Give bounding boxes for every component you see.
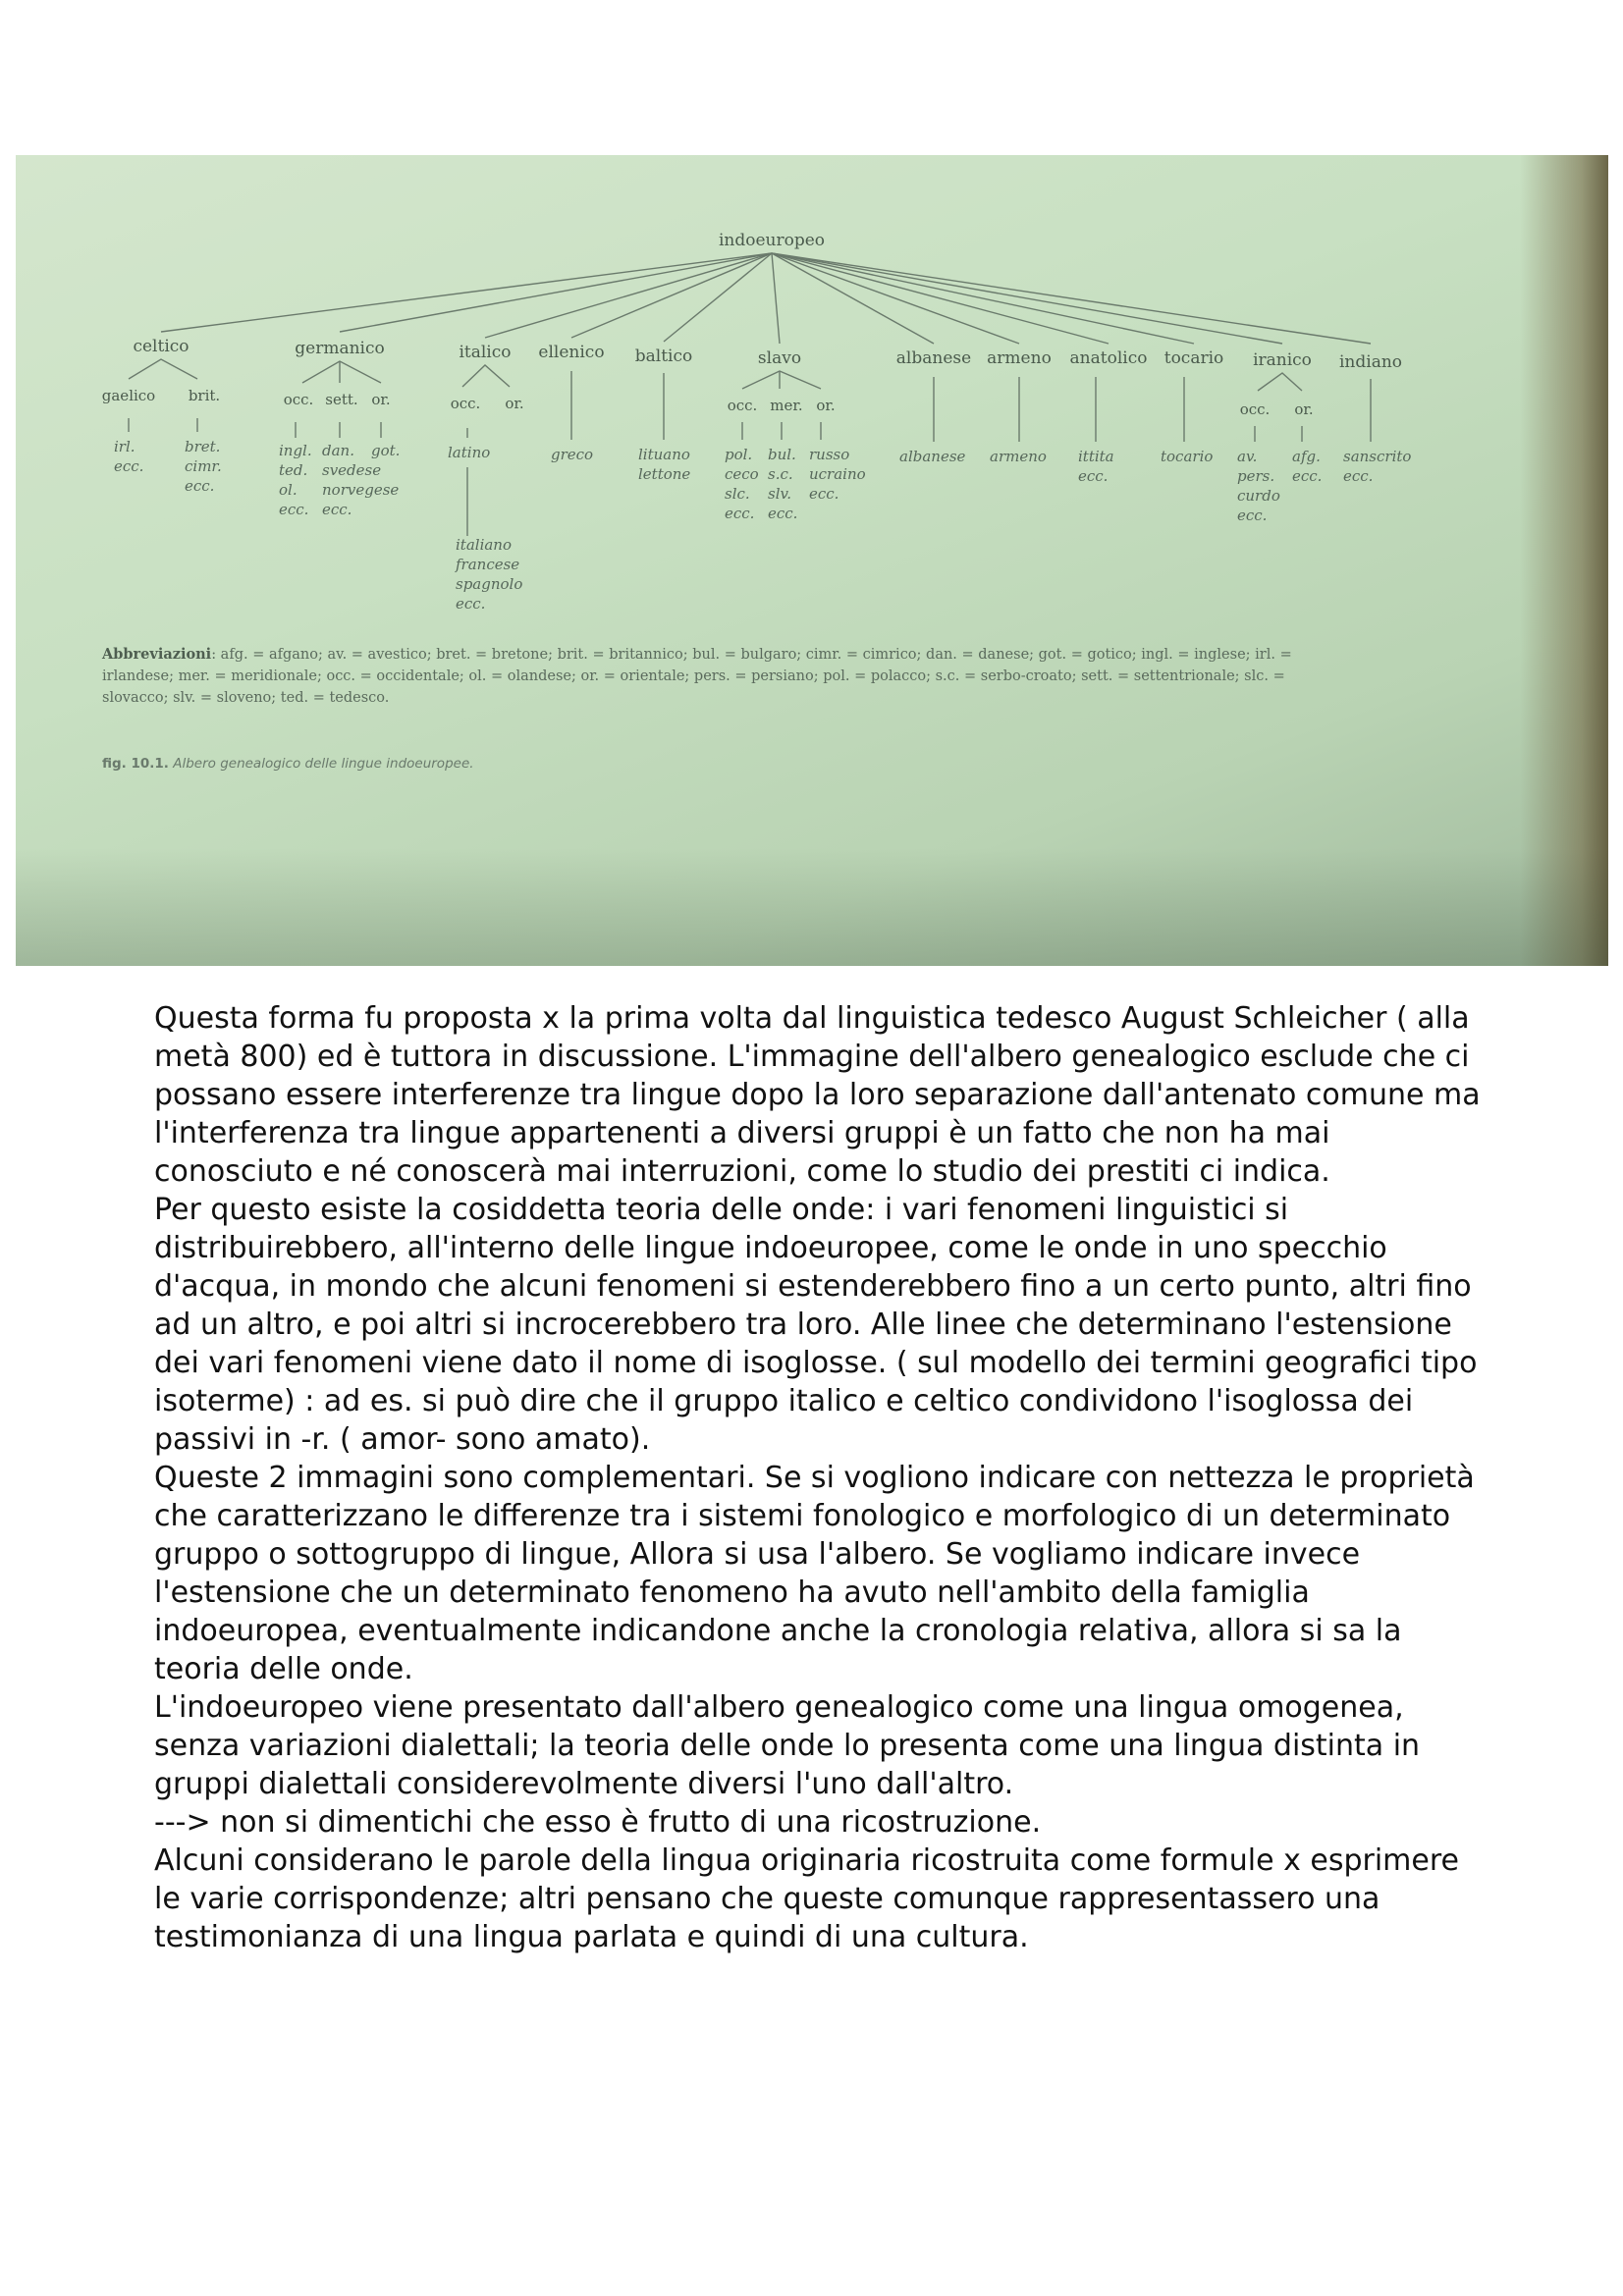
sub-slavo-or: or. (816, 397, 836, 414)
sub-iranico-or: or. (1294, 400, 1314, 418)
lang-ol: ol. (279, 481, 298, 499)
lang-got: got. (371, 442, 401, 459)
lang-ted: ted. (279, 461, 308, 479)
lang-lituano: lituano (638, 446, 690, 463)
abbreviations-label: Abbreviazioni (102, 646, 212, 663)
sub-italico-or: or. (505, 395, 524, 412)
lang-iranico-or-ecc: ecc. (1292, 467, 1323, 485)
branch-indiano: indiano (1338, 352, 1403, 372)
lang-svedese: svedese (322, 461, 382, 479)
body-text (154, 999, 1489, 1956)
root-branch-lines (161, 253, 1371, 344)
branch-ellenico: ellenico (538, 343, 605, 362)
lang-ingl: ingl. (279, 442, 312, 459)
lang-brit-ecc: ecc. (185, 477, 215, 495)
figure-caption (102, 756, 474, 772)
branch-anatolico: anatolico (1069, 348, 1148, 368)
lang-bret: bret. (185, 438, 221, 455)
sub-germanico-or: or. (371, 391, 391, 408)
lang-albanese: albanese (899, 448, 966, 465)
branch-iranico: iranico (1253, 350, 1312, 370)
sub-slavo-occ: occ. (727, 397, 758, 414)
lang-bul: bul. (768, 446, 796, 463)
branch-albanese: albanese (895, 348, 972, 368)
sub-iranico-occ: occ. (1239, 400, 1271, 418)
lang-slavo-occ-ecc: ecc. (725, 505, 755, 522)
branch-slavo: slavo (757, 348, 802, 368)
lang-pol: pol. (725, 446, 753, 463)
figure-photo (16, 155, 1608, 966)
lang-irl-ecc: ecc. (114, 457, 144, 475)
lang-sanscrito: sanscrito (1343, 448, 1412, 465)
photo-shadow-bottom (16, 848, 1608, 966)
photo-shadow-right (1520, 155, 1608, 966)
lang-germ-occ-ecc: ecc. (279, 501, 309, 518)
paragraph: Per questo esiste la cosiddetta teoria delle onde: i vari fenomeni linguistici si distribuirebbero, all'interno delle lingue indoeuropee, come le onde in uno specchio d'acqua, in mondo che alcuni fenomeni si estenderebbero fino a un certo punto, altri fino ad un altro, e poi altri si incrocerebbero tra loro. Alle linee che determinano l'estensione dei vari fenomeni viene dato il nome di isoglosse. ( sul modello dei termini geografici tipo isoterme) : ad es. si può dire che il gruppo italico e celtico condividono l'isoglossa dei passivi in -r. ( amor- sono amato). (154, 1193, 1478, 1457)
lang-pers: pers. (1237, 467, 1275, 485)
lang-curdo: curdo (1237, 487, 1280, 505)
lang-russo: russo (809, 446, 850, 463)
lang-lettone: lettone (638, 465, 691, 483)
lang-afg: afg. (1292, 448, 1321, 465)
lang-irl: irl. (114, 438, 135, 455)
lang-italiano: italiano (456, 536, 512, 554)
branch-armeno: armeno (987, 348, 1052, 368)
lang-iranico-occ-ecc: ecc. (1237, 507, 1268, 524)
figure-abbreviations (102, 644, 1496, 709)
lang-cimr: cimr. (185, 457, 222, 475)
lang-francese: francese (456, 556, 520, 573)
paragraph: L'indoeuropeo viene presentato dall'albero genealogico come una lingua omogenea, senza variazioni dialettali; la teoria delle onde lo presenta come una lingua distinta in gruppi dialettali considerevolmente diversi l'uno dall'altro. (154, 1690, 1421, 1801)
lang-germ-sett-ecc: ecc. (322, 501, 352, 518)
sub-gaelico: gaelico (101, 387, 156, 404)
branch-celtico: celtico (133, 337, 189, 356)
caption-label: fig. 10.1. (102, 756, 169, 772)
paragraph: Queste 2 immagini sono complementari. Se si vogliono indicare con nettezza le proprietà che caratterizzano le differenze tra i sistemi fonologico e morfologico di un determinato gruppo o sottogruppo di lingue, Allora si usa l'albero. Se vogliamo indicare invece l'estensione che un determinato fenomeno ha avuto nell'ambito della famiglia indoeuropea, eventualmente indicandone anche la cronologia relativa, allora si sa la teoria delle onde. (154, 1461, 1475, 1686)
lang-greco: greco (551, 446, 594, 463)
lang-slavo-or-ecc: ecc. (809, 485, 839, 503)
lang-romance-ecc: ecc. (456, 595, 486, 613)
branch-germanico: germanico (295, 339, 385, 358)
lang-dan: dan. (322, 442, 354, 459)
sub-italico-occ: occ. (450, 395, 481, 412)
lang-ittita: ittita (1078, 448, 1114, 465)
sub-slavo-mer: mer. (770, 397, 803, 414)
sub-brit: brit. (188, 387, 221, 404)
branch-tocario: tocario (1163, 348, 1224, 368)
lang-armeno: armeno (990, 448, 1047, 465)
lang-slv: slv. (768, 485, 791, 503)
lang-slc: slc. (725, 485, 750, 503)
lang-latino: latino (448, 444, 491, 461)
branch-italico: italico (459, 343, 512, 362)
paragraph: ---> non si dimentichi che esso è frutto di una ricostruzione. (154, 1805, 1042, 1840)
lang-slavo-mer-ecc: ecc. (768, 505, 798, 522)
sub-germanico-sett: sett. (325, 391, 358, 408)
caption-text: Albero genealogico delle lingue indoeuropee. (168, 756, 474, 772)
lang-ucraino: ucraino (809, 465, 866, 483)
paragraph: Questa forma fu proposta x la prima volta dal linguistica tedesco August Schleicher ( alla metà 800) ed è tuttora in discussione. L'immagine dell'albero genealogico esclude che ci possano essere interferenze tra lingue dopo la loro separazione dall'antenato comune ma l'interferenza tra lingue appartenenti a diversi gruppi è un fatto che non ha mai conosciuto e né conoscerà mai interruzioni, come lo studio dei prestiti ci indica. (154, 1001, 1481, 1189)
sub-germanico-occ: occ. (283, 391, 314, 408)
lang-av: av. (1237, 448, 1258, 465)
lang-sc: s.c. (768, 465, 793, 483)
paragraph: Alcuni considerano le parole della lingua originaria ricostruita come formule x esprimere le varie corrispondenze; altri pensano che queste comunque rappresentassero una testimonianza di una lingua parlata e quindi di una cultura. (154, 1843, 1459, 1954)
lang-indiano-ecc: ecc. (1343, 467, 1374, 485)
lang-spagnolo: spagnolo (456, 575, 523, 593)
abbreviations-text: : afg. = afgano; av. = avestico; bret. = bretone; brit. = britannico; bul. = bulgaro; cimr. = cimrico; dan. = danese; got. = gotico; ingl. = inglese; irl. = irlandese; mer. = meridionale; occ. = occidentale; ol. = olandese; or. = orientale; pers. = persiano; pol. = polacco; s.c. = serbo-croato; sett. = settentrionale; slc. = slovacco; slv. = sloveno; ted. = tedesco. (102, 647, 1292, 706)
lang-norvegese: norvegese (322, 481, 400, 499)
tree-root: indoeuropeo (718, 231, 826, 250)
lang-ceco: ceco (725, 465, 759, 483)
language-family-tree (16, 155, 1608, 966)
branch-baltico: baltico (634, 347, 693, 366)
lang-tocario: tocario (1161, 448, 1214, 465)
lang-anatolico-ecc: ecc. (1078, 467, 1109, 485)
